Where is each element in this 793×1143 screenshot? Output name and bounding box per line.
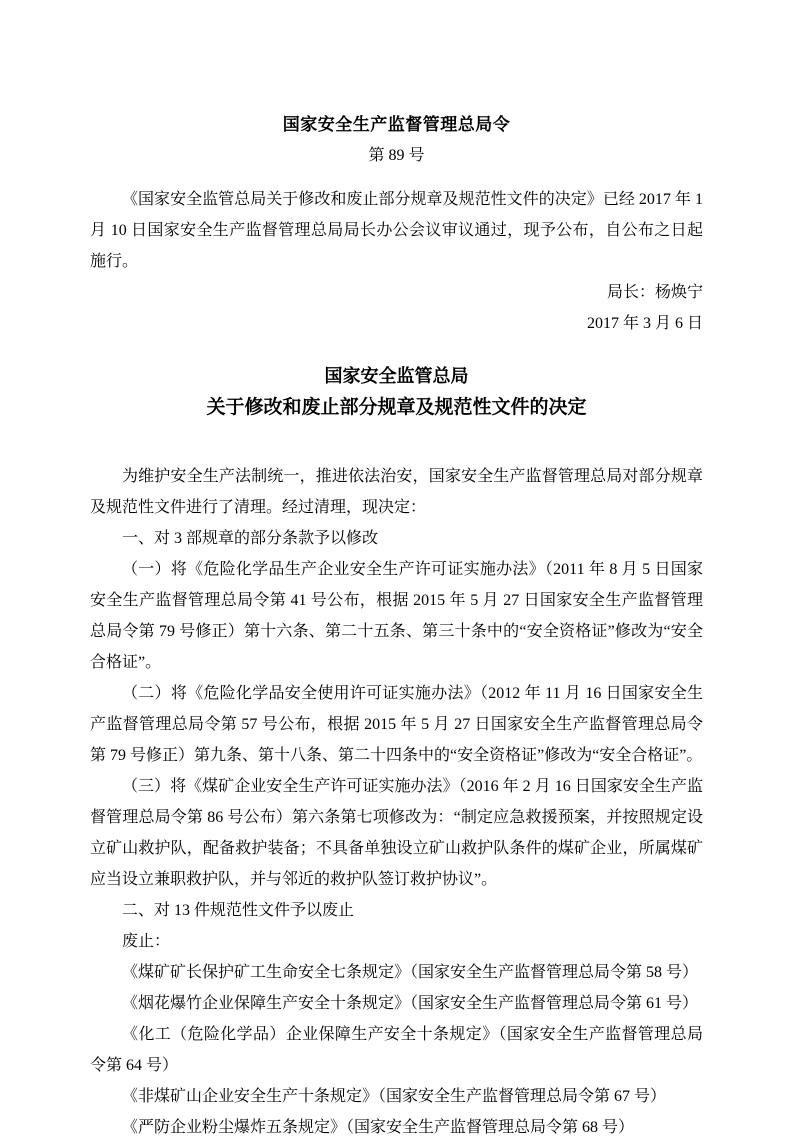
decision-body [90, 461, 703, 1143]
paragraph-item-2: （二）将《危险化学品安全使用许可证实施办法》（2012 年 11 月 16 日国家安全生产监督管理总局令第 57 号公布，根据 2015 年 5 月 27 日国家安全生产监督管理总局令第 79 号修正）第九条、第十八条、第二十四条中的“安全资格证”修改为“安全合格证”。 [90, 685, 703, 764]
order-title: 国家安全生产监督管理总局令 [282, 115, 511, 134]
repealed-doc-3: 《化工（危险化学品）企业保障生产安全十条规定》（国家安全生产监督管理总局令第 64 号） [90, 1026, 703, 1074]
order-section [90, 184, 703, 339]
order-number: 第 89 号 [368, 147, 425, 164]
signature-line: 局长：杨焕宁 [606, 284, 703, 301]
paragraph-intro: 为维护安全生产法制统一，推进依法治安，国家安全生产监督管理总局对部分规章及规范性文件进行了清理。经过清理，现决定： [90, 468, 703, 516]
repealed-doc-4: 《非煤矿山企业安全生产十条规定》（国家安全生产监督管理总局令第 67 号） [122, 1088, 667, 1105]
repealed-doc-2: 《烟花爆竹企业保障生产安全十条规定》（国家安全生产监督管理总局令第 61 号） [122, 995, 699, 1012]
paragraph-item-3: （三）将《煤矿企业安全生产许可证实施办法》（2016 年 2 月 16 日国家安全生产监督管理总局令第 86 号公布）第六条第七项修改为：“制定应急救援预案，并按照规定设立矿山救护队，配备救护装备；不具备单独设立矿山救护队条件的煤矿企业，所属煤矿应当设立兼职救护队，并与邻近的救护队签订救护协议”。 [90, 778, 703, 888]
paragraph-section-one: 一、对 3 部规章的部分条款予以修改 [122, 530, 379, 547]
paragraph-repeal-label: 废止： [122, 933, 171, 950]
decision-title-line2: 关于修改和废止部分规章及规范性文件的决定 [206, 397, 587, 418]
promulgation-paragraph: 《国家安全监管总局关于修改和废止部分规章及规范性文件的决定》已经 2017 年 1 月 10 日国家安全生产监督管理总局局长办公会议审议通过，现予公布，自公布之日起施行。 [90, 191, 703, 270]
repealed-doc-5: 《严防企业粉尘爆炸五条规定》（国家安全生产监督管理总局令第 68 号） [122, 1119, 635, 1136]
decision-title-line1: 国家安全监管总局 [324, 366, 469, 386]
repealed-doc-1: 《煤矿矿长保护矿工生命安全七条规定》（国家安全生产监督管理总局令第 58 号） [122, 964, 699, 981]
paragraph-section-two: 二、对 13 件规范性文件予以废止 [122, 902, 355, 919]
paragraph-item-1: （一）将《危险化学品生产企业安全生产许可证实施办法》（2011 年 8 月 5 日国家安全生产监督管理总局令第 41 号公布，根据 2015 年 5 月 27 日国家安全生产监督管理总局令第 79 号修正）第十六条、第二十五条、第三十条中的“安全资格证”修改为“安全合格证”。 [90, 561, 703, 671]
date-line: 2017 年 3 月 6 日 [586, 315, 703, 332]
